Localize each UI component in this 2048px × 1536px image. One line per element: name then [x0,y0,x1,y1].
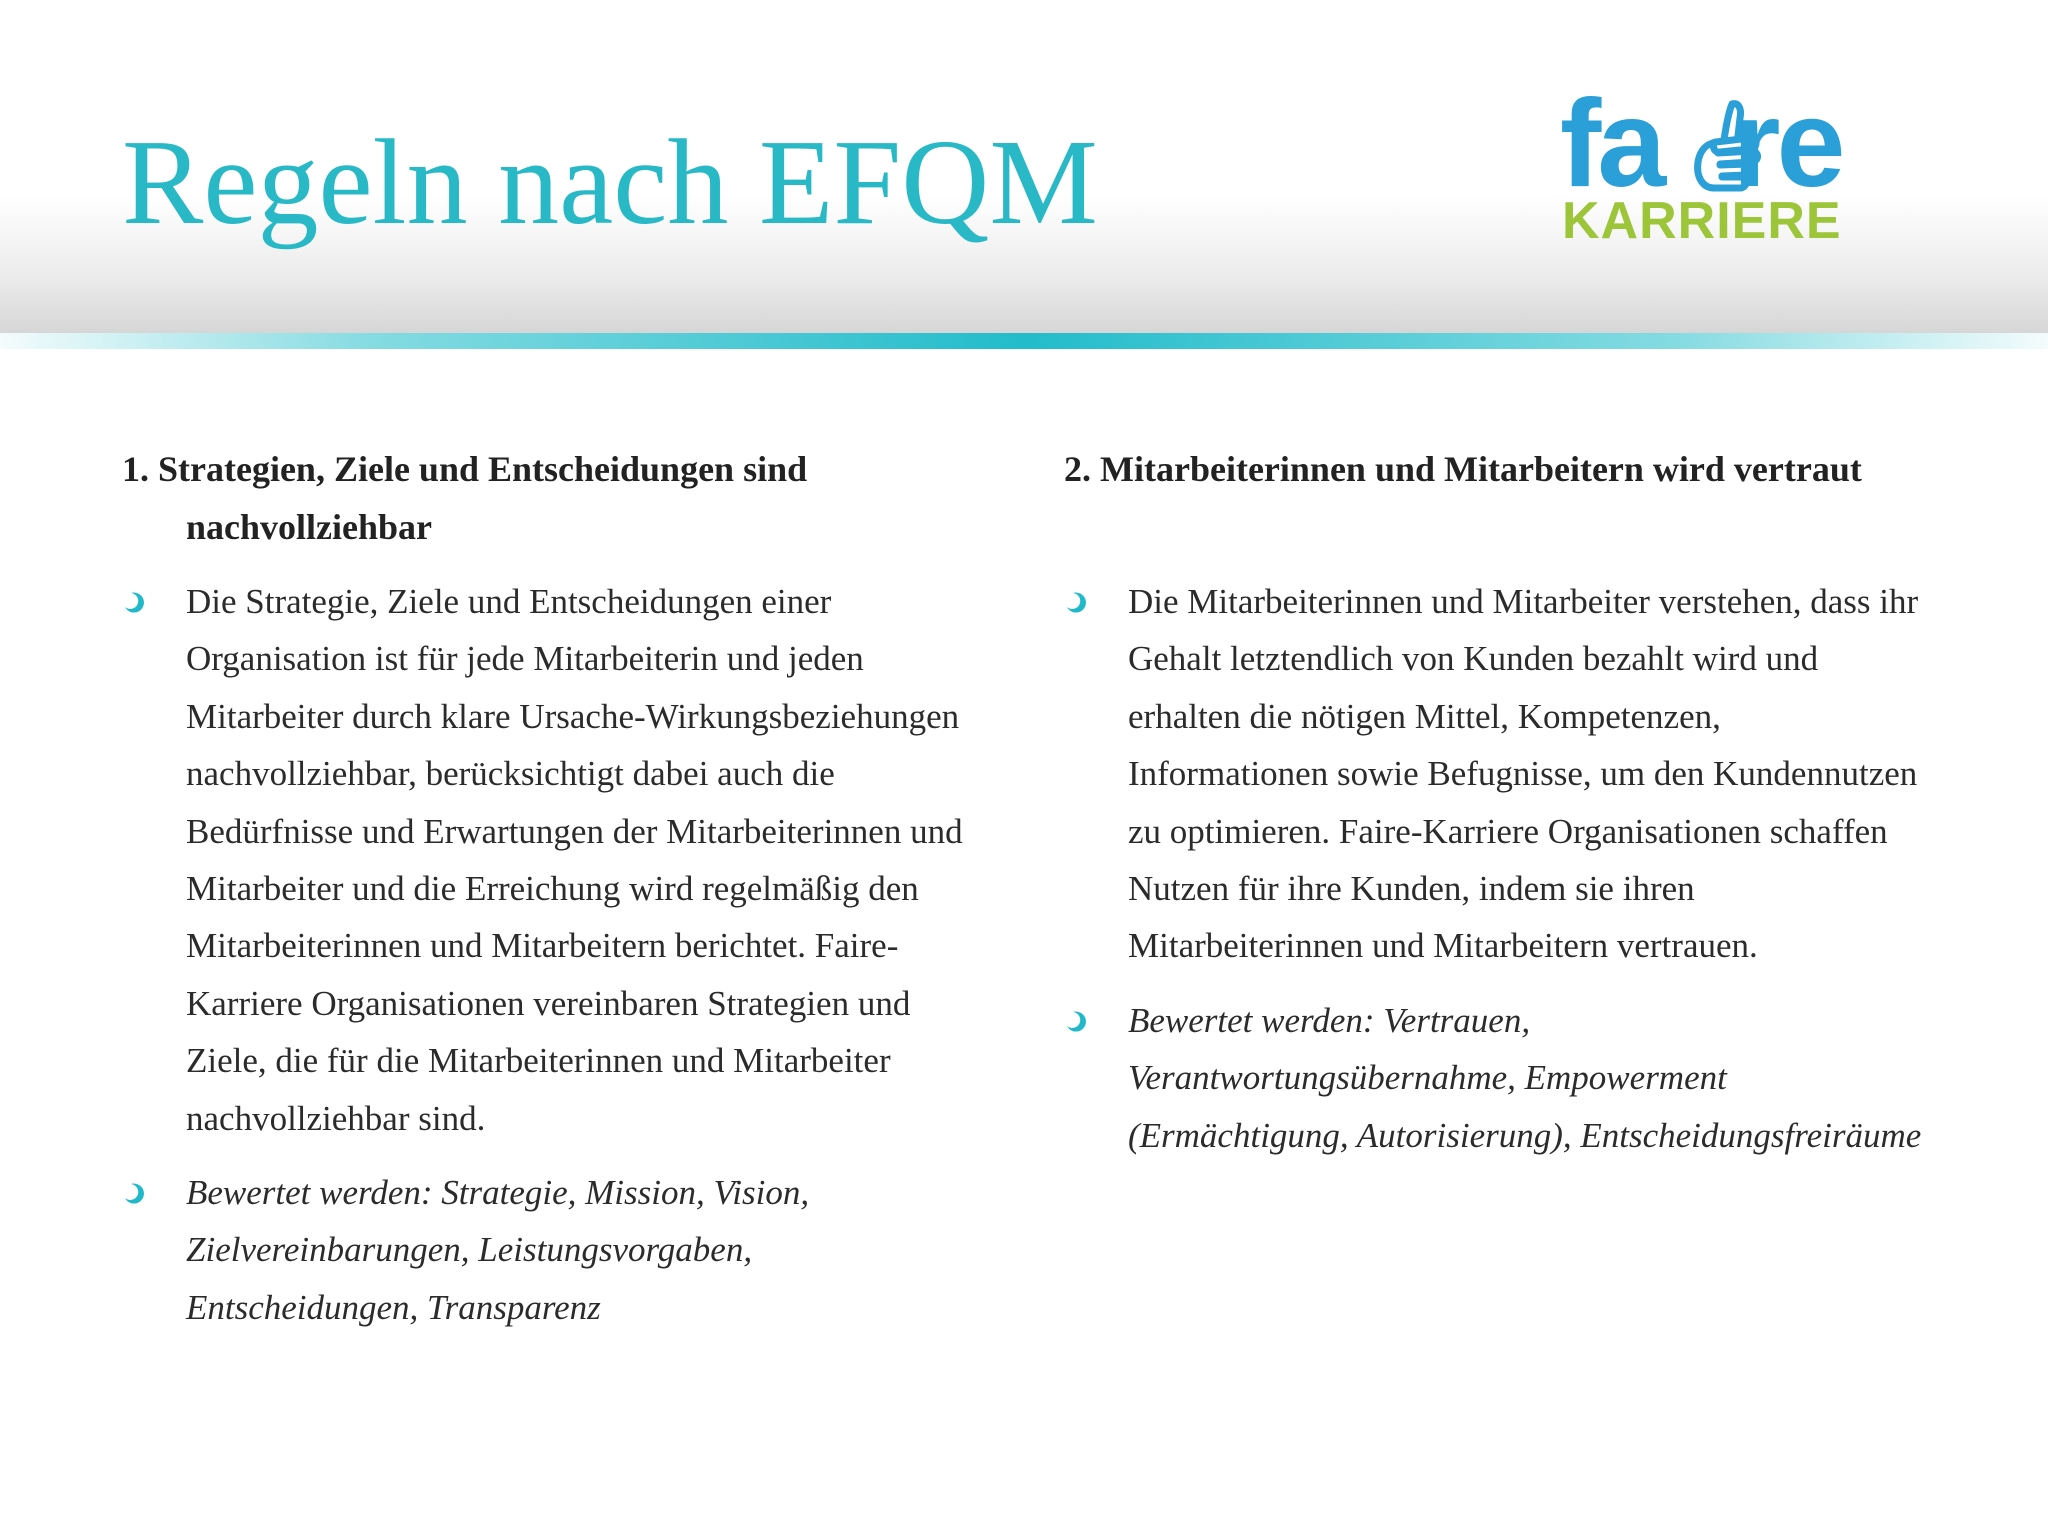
logo-word-right: re [1732,75,1842,213]
faire-karriere-logo [1556,75,1886,252]
bullet-text: Die Mitarbeiterinnen und Mitarbeiter verstehen, dass ihr Gehalt letztendlich von Kunden bezahlt wird und erhalten die nötigen Mittel, Kompetenzen, Informationen sowie Befugnisse, um den Kundennutzen zu optimieren. Faire-Karriere Organisationen schaffen Nutzen für ihre Kunden, indem sie ihren Mitarbeiterinnen und Mitarbeitern vertrauen. [1128,582,1919,966]
logo-word-left: fa [1560,75,1663,213]
right-column-heading: 2. Mitarbeiterinnen und Mitarbeitern wird vertraut [1064,449,1862,489]
bullet-text: Die Strategie, Ziele und Entscheidungen einer Organisation ist für jede Mitarbeiterin und jeden Mitarbeiter durch klare Ursache-Wirkungsbeziehungen nachvollziehbar, berücksichtigt dabei auch die Bedürfnisse und Erwartungen der Mitarbeiterinnen und Mitarbeiter und die Erreichung wird regelmäßig den Mitarbeiterinnen und Mitarbeitern berichtet. Faire-Karriere Organisationen vereinbaren Strategien und Ziele, die für die Mitarbeiterinnen und Mitarbeiter nachvollziehbar sind. [186,582,963,1138]
crescent-bullet-icon [1064,1009,1090,1035]
list-item [122,1164,982,1336]
logo-word-bottom: KARRIERE [1562,192,1842,250]
bullet-text: Bewertet werden: Vertrauen, Verantwortungsübernahme, Empowerment (Ermächtigung, Autorisierung), Entscheidungsfreiräume [1128,1000,1922,1155]
crescent-bullet-icon [122,1181,148,1207]
accent-bar [0,333,2048,349]
list-item [1064,992,1924,1164]
list-item [1064,573,1924,975]
crescent-bullet-icon [1064,590,1090,616]
heading-spacer [1064,498,1924,556]
crescent-bullet-icon [122,590,148,616]
left-column [122,440,982,1336]
slide-title: Regeln nach EFQM [122,115,1098,250]
right-column [1064,440,1924,1164]
left-column-heading: 1. Strategien, Ziele und Entscheidungen sind nachvollziehbar [122,449,808,547]
thumbs-up-icon [1684,96,1774,196]
list-item [122,573,982,1147]
bullet-text: Bewertet werden: Strategie, Mission, Vision, Zielvereinbarungen, Leistungsvorgaben, Entscheidungen, Transparenz [186,1173,810,1327]
